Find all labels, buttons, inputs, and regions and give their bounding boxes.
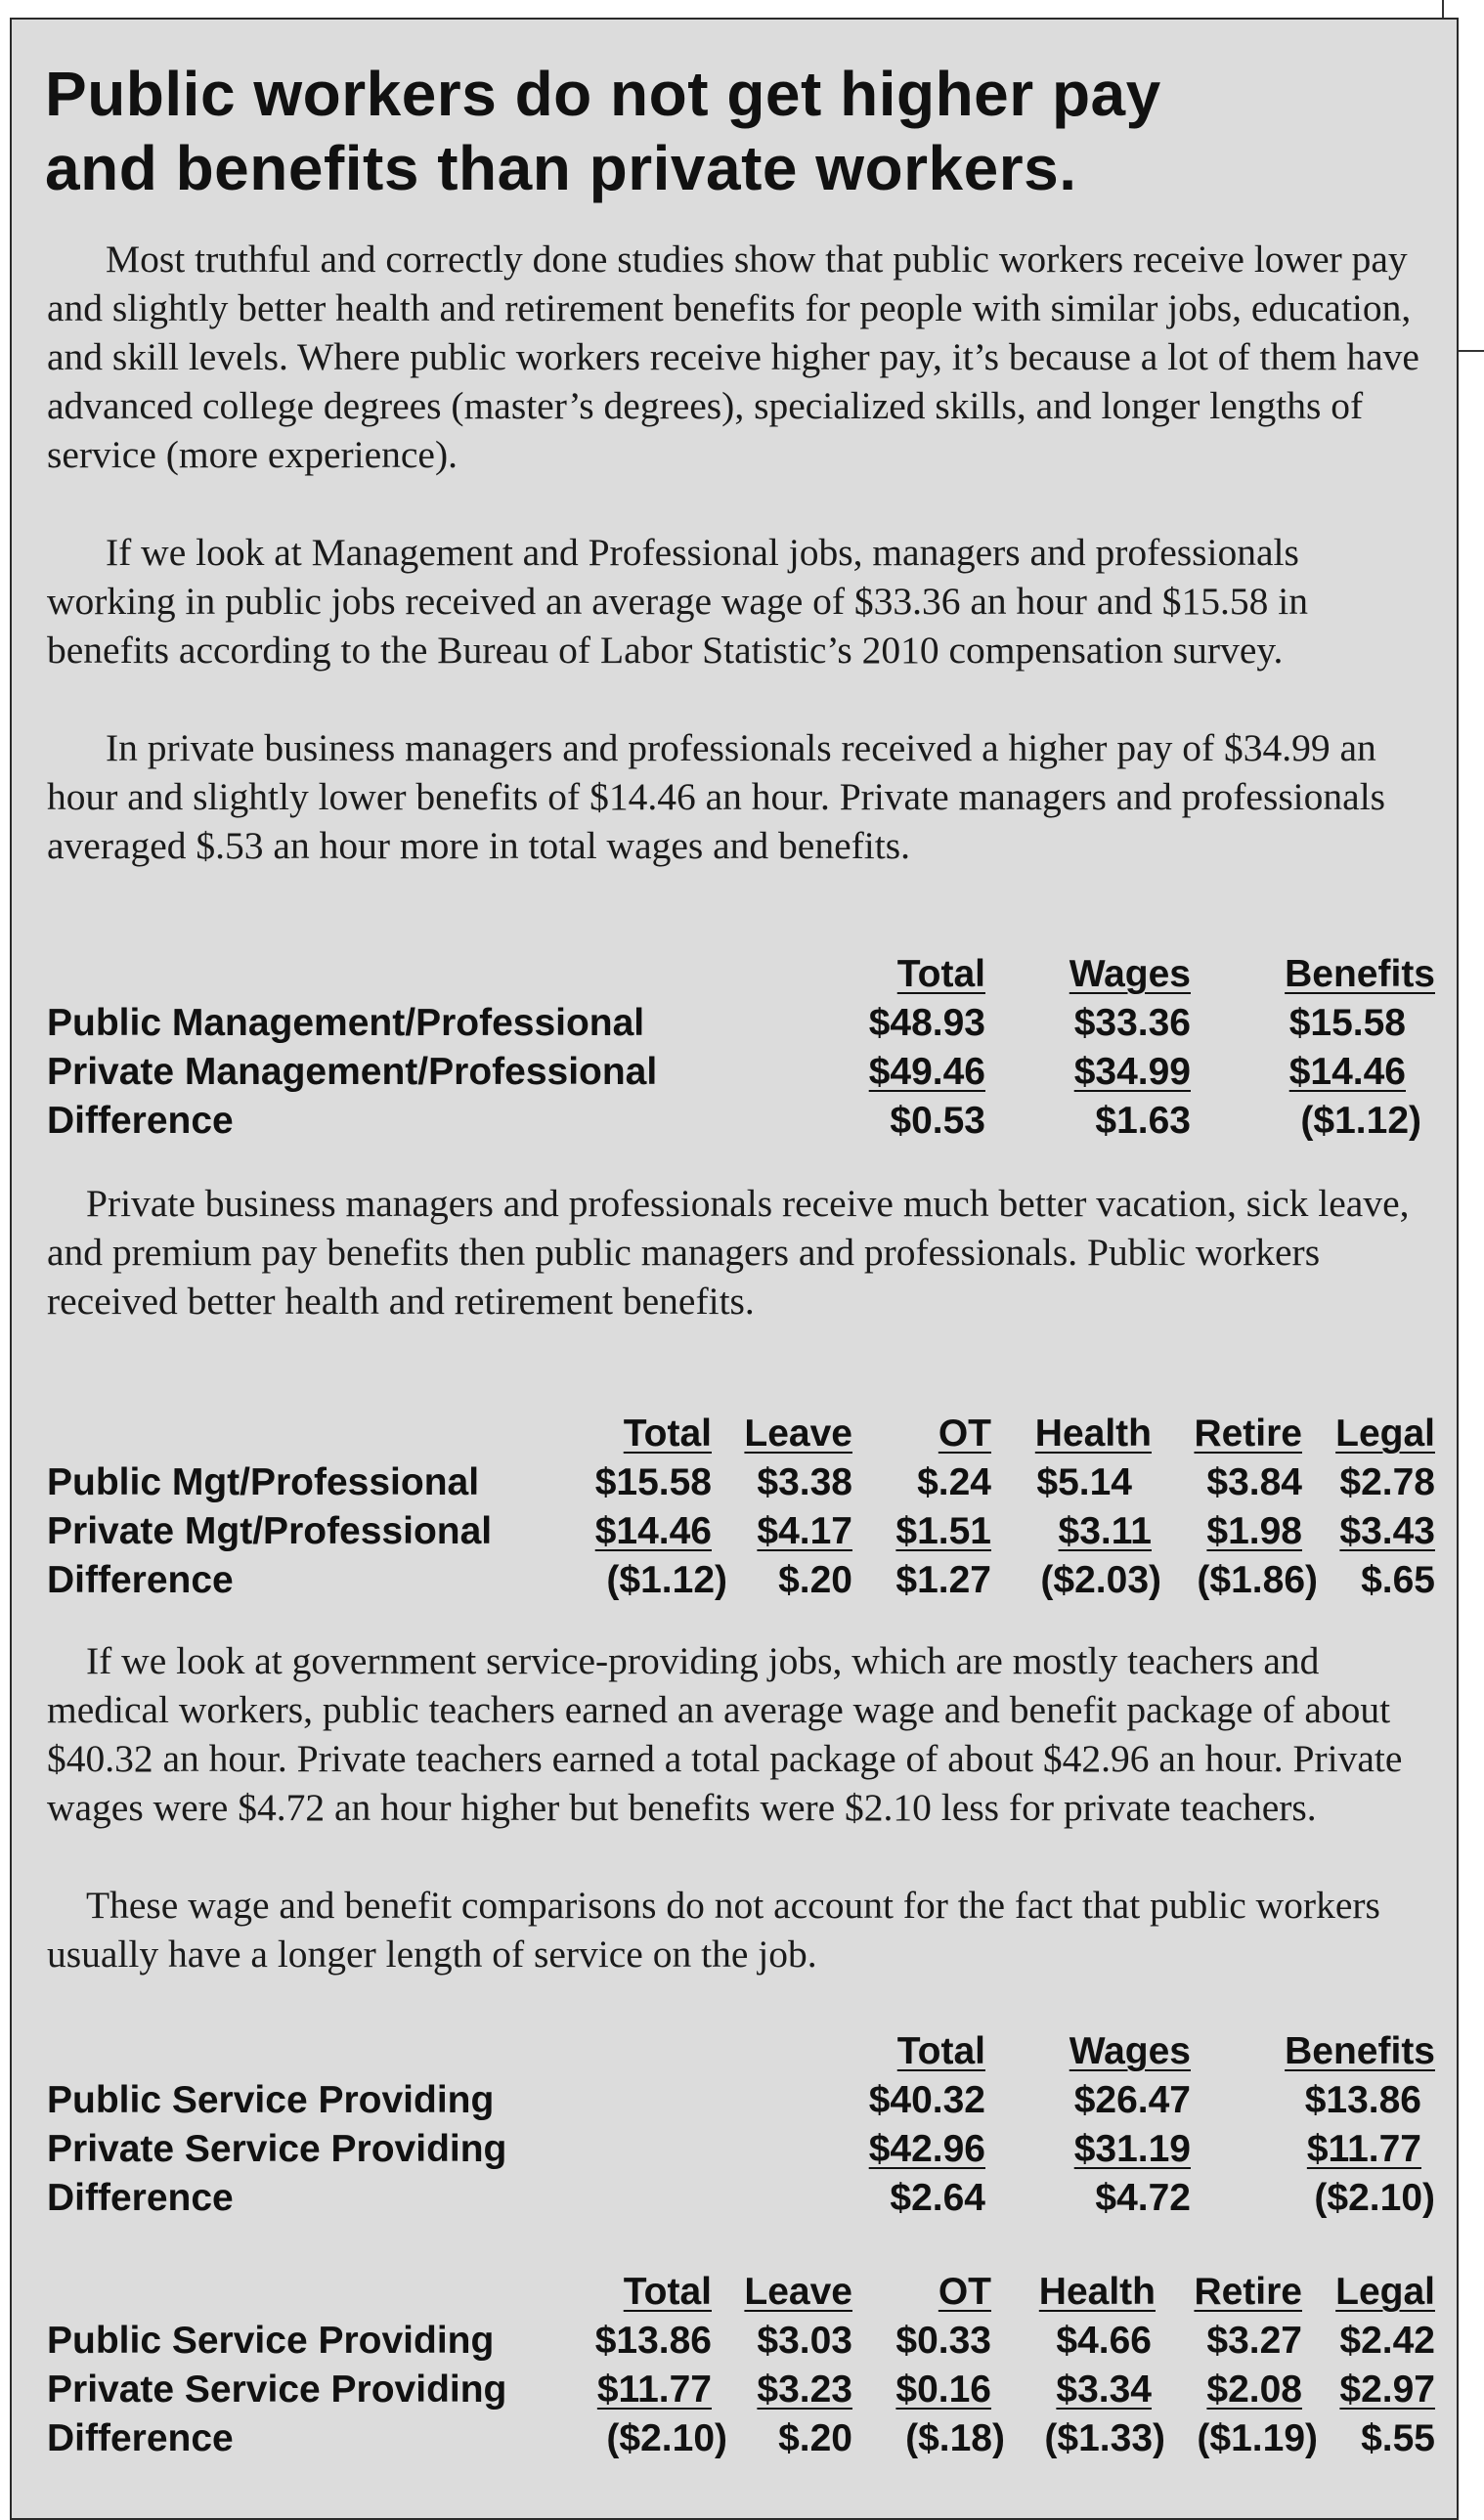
table-cell: $0.33: [895, 2320, 991, 2362]
table-management-totals: [47, 950, 1435, 1146]
table-cell: $2.42: [1339, 2320, 1435, 2362]
table-cell: $11.77: [1306, 2128, 1421, 2170]
table-cell: $3.11: [1058, 1510, 1152, 1552]
table-cell: $4.72: [1095, 2177, 1191, 2219]
article-panel: [10, 18, 1459, 2520]
column-header: Benefits: [1285, 953, 1435, 995]
table-cell: $1.51: [895, 1510, 991, 1552]
table-row: [47, 1097, 1435, 1146]
row-label: Public Management/Professional: [47, 1002, 645, 1044]
headline-line: and benefits than private workers.: [45, 133, 1077, 203]
table-cell: $14.46: [1288, 1051, 1406, 1093]
table-cell: $2.78: [1339, 1461, 1435, 1503]
table-cell: $1.27: [895, 1559, 991, 1601]
row-label: Public Service Providing: [47, 2079, 495, 2121]
table-cell: $14.46: [594, 1510, 712, 1552]
row-label: Difference: [47, 1100, 234, 1142]
column-header: Total: [623, 1412, 712, 1455]
table-cell: $.20: [778, 2417, 852, 2459]
table-header-row: [47, 2268, 1435, 2317]
table-cell: $2.08: [1206, 2368, 1302, 2411]
table-cell: $3.43: [1339, 1510, 1435, 1552]
table-cell: $3.84: [1206, 1461, 1302, 1503]
table-row: [47, 1556, 1435, 1605]
table-cell: $3.38: [757, 1461, 852, 1503]
table-row: [47, 2414, 1435, 2463]
table-cell: $15.58: [594, 1461, 712, 1503]
table-cell: $11.77: [596, 2368, 712, 2411]
column-header: Health: [1038, 2271, 1156, 2313]
row-label: Private Management/Professional: [47, 1051, 658, 1093]
table-header-row: [47, 2027, 1435, 2076]
table-row: [47, 2366, 1435, 2414]
column-header: Total: [623, 2271, 712, 2313]
column-header: Legal: [1335, 2271, 1435, 2313]
table-header-row: [47, 950, 1435, 999]
table-cell: $26.47: [1073, 2079, 1191, 2121]
table-cell: ($1.86): [1197, 1559, 1318, 1601]
paragraph-intro: Most truthful and correctly done studies show that public workers receive lower pay and slightly better health and retirement benefits for people with similar jobs, education, and skill levels. Where public workers receive higher pay, it’s because a lot of them have advanced college degrees (master’s degrees), specialized skills, and longer lengths of service (more experience).: [47, 238, 1419, 476]
table-cell: $.20: [778, 1559, 852, 1601]
table-cell: ($1.33): [1044, 2417, 1165, 2459]
row-label: Public Mgt/Professional: [47, 1461, 480, 1503]
table-cell: $49.46: [868, 1051, 985, 1093]
table-cell: ($1.19): [1197, 2417, 1318, 2459]
row-label: Private Service Providing: [47, 2368, 507, 2411]
table-cell: $0.53: [890, 1100, 985, 1142]
column-header: Total: [896, 2030, 985, 2072]
row-label: Private Service Providing: [47, 2128, 507, 2170]
column-header: Total: [896, 953, 985, 995]
table-service-totals: [47, 2027, 1435, 2223]
table-row: [47, 1048, 1435, 1097]
column-header: Retire: [1194, 1412, 1302, 1455]
table-cell: ($2.03): [1040, 1559, 1161, 1601]
table-cell: $5.14: [1036, 1461, 1132, 1503]
table-cell: $42.96: [868, 2128, 985, 2170]
column-header: Health: [1034, 1412, 1152, 1455]
table-cell: ($.18): [905, 2417, 1005, 2459]
table-row: [47, 2174, 1435, 2223]
table-cell: $3.23: [757, 2368, 852, 2411]
table-row: [47, 2317, 1435, 2366]
table-cell: $3.34: [1056, 2368, 1152, 2411]
table-cell: ($1.12): [606, 1559, 727, 1601]
row-label: Private Mgt/Professional: [47, 1510, 493, 1552]
table-cell: $4.17: [757, 1510, 852, 1552]
table-cell: $.55: [1361, 2417, 1435, 2459]
paragraph-private-management: In private business managers and professionals received a higher pay of $34.99 an hour and slightly lower benefits of $14.46 an hour. Private managers and professionals averaged $.53 an hour more in total wages and benefits.: [47, 726, 1386, 867]
table-cell: $15.58: [1288, 1002, 1406, 1044]
paragraph-vacation: Private business managers and professionals receive much better vacation, sick leave, and premium pay benefits then public managers and professionals. Public workers received better health and retirement benefits.: [47, 1182, 1410, 1323]
column-header: Retire: [1194, 2271, 1302, 2313]
paragraph-length-of-service: These wage and benefit comparisons do not account for the fact that public workers usually have a longer length of service on the job.: [47, 1884, 1380, 1976]
column-header: Leave: [744, 2271, 852, 2313]
table-cell: $.65: [1361, 1559, 1435, 1601]
table-service-benefits: [47, 2268, 1435, 2463]
table-cell: $.24: [917, 1461, 991, 1503]
headline-line: Public workers do not get higher pay: [45, 59, 1161, 129]
table-row: [47, 999, 1435, 1048]
column-header: Legal: [1335, 1412, 1435, 1455]
table-cell: $3.27: [1206, 2320, 1302, 2362]
table-row: [47, 1507, 1435, 1556]
table-cell: $31.19: [1073, 2128, 1191, 2170]
table-cell: $1.98: [1206, 1510, 1302, 1552]
table-header-row: [47, 1410, 1435, 1458]
table-row: [47, 2125, 1435, 2174]
column-header: OT: [938, 1412, 991, 1455]
column-header: Wages: [1069, 2030, 1191, 2072]
column-header: OT: [938, 2271, 991, 2313]
column-header: Wages: [1069, 953, 1191, 995]
column-header: Benefits: [1285, 2030, 1435, 2072]
row-label: Difference: [47, 2177, 234, 2219]
table-cell: ($1.12): [1300, 1100, 1421, 1142]
table-cell: ($2.10): [1314, 2177, 1435, 2219]
table-cell: $4.66: [1056, 2320, 1152, 2362]
table-row: [47, 1458, 1435, 1507]
table-row: [47, 2076, 1435, 2125]
row-label: Public Service Providing: [47, 2320, 495, 2362]
column-header: Leave: [744, 1412, 852, 1455]
table-cell: $34.99: [1073, 1051, 1191, 1093]
table-cell: $0.16: [895, 2368, 991, 2411]
row-label: Difference: [47, 2417, 234, 2459]
paragraph-service: If we look at government service-providing jobs, which are mostly teachers and medical workers, public teachers earned an average wage and benefit package of about $40.32 an hour. Private teachers earned a total package of about $42.96 an hour. Private wages were $4.72 an hour higher but benefits were $2.10 less for private teachers.: [47, 1639, 1403, 1829]
table-cell: ($2.10): [606, 2417, 727, 2459]
table-cell: $40.32: [868, 2079, 985, 2121]
table-cell: $2.64: [890, 2177, 985, 2219]
table-cell: $13.86: [1304, 2079, 1421, 2121]
row-label: Difference: [47, 1559, 234, 1601]
table-management-benefits: [47, 1410, 1435, 1605]
paragraph-management: If we look at Management and Professional jobs, managers and professionals working in public jobs received an average wage of $33.36 an hour and $15.58 in benefits according to the Bureau of Labor Statistic’s 2010 compensation survey.: [47, 531, 1308, 672]
table-cell: $1.63: [1095, 1100, 1191, 1142]
table-cell: $3.03: [757, 2320, 852, 2362]
table-cell: $33.36: [1073, 1002, 1191, 1044]
table-cell: $48.93: [868, 1002, 985, 1044]
table-cell: $13.86: [594, 2320, 712, 2362]
table-cell: $2.97: [1339, 2368, 1435, 2411]
headline: [45, 57, 1433, 205]
